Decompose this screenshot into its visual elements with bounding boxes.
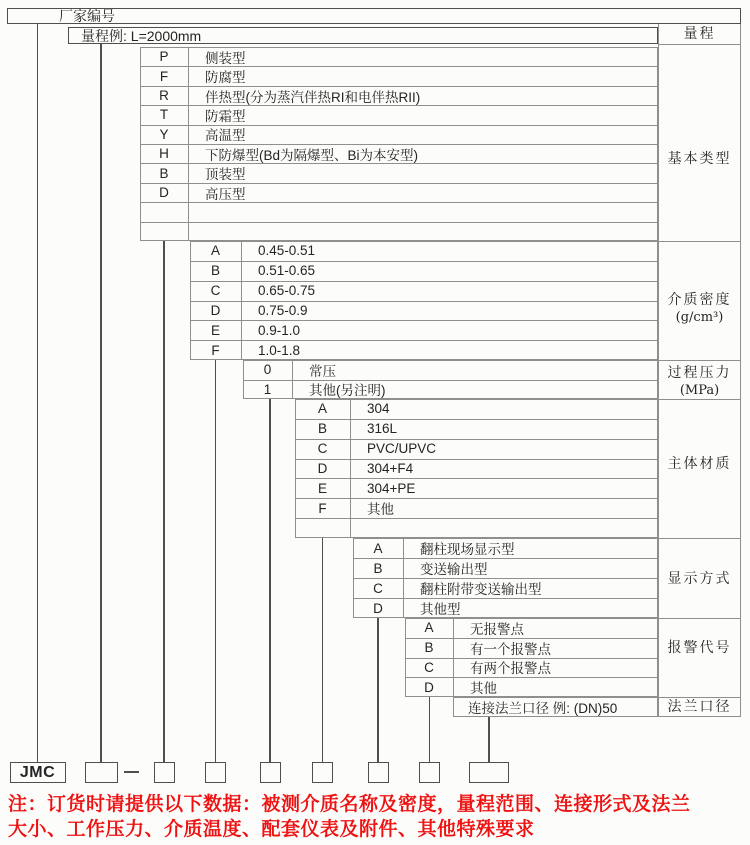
side-label-body-material (659, 394, 740, 533)
model-prefix-box: JMC (10, 762, 66, 783)
row-label-cell: 0.9-1.0 (258, 322, 301, 338)
row-label-cell: 翻柱现场显示型 (420, 542, 515, 557)
row-code-cell: D (317, 460, 328, 476)
row-label-cell: 变送输出型 (420, 562, 488, 577)
row-label-cell: 0.45-0.51 (258, 243, 316, 259)
ordering-note (8, 792, 745, 842)
row-label-cell: 无报警点 (470, 621, 524, 637)
model-code-box (469, 762, 509, 783)
row-code-cell: B (373, 560, 383, 576)
side-label-text: 报警代号 (667, 639, 732, 656)
side-label-unit: (MPa) (679, 382, 720, 398)
row-label-cell: 防霜型 (205, 108, 246, 124)
row-code-cell: C (373, 580, 383, 596)
row-label-cell: 0.51-0.65 (258, 263, 316, 279)
row-code-cell: Y (159, 126, 169, 142)
row-code-cell: B (210, 263, 220, 279)
row-label-cell: 304+F4 (367, 460, 414, 476)
row-code-cell: 1 (263, 381, 272, 397)
row-code-cell: F (211, 342, 220, 358)
side-cell-divider (658, 360, 741, 361)
model-code-box (368, 762, 389, 783)
row-code-cell: D (373, 600, 383, 616)
connector-line (100, 44, 102, 762)
row-label-cell: 常压 (309, 363, 336, 379)
row-code-cell: A (317, 401, 327, 417)
row-label-cell: 有两个报警点 (470, 661, 551, 677)
connector-line (377, 618, 379, 762)
row-label-cell: 其他(另注明) (309, 383, 386, 399)
row-label-cell: 1.0-1.8 (258, 342, 301, 358)
row-label-cell: 伴热型(分为蒸汽伴热RI和电伴热RII) (205, 89, 421, 105)
row-code-cell: E (317, 480, 327, 496)
row-code-cell: C (317, 441, 328, 457)
side-label-text: 介质密度 (667, 291, 732, 308)
row-label-cell: 304+PE (367, 480, 416, 496)
row-code-cell: A (210, 243, 220, 259)
row-label-cell: 顶装型 (205, 167, 246, 183)
side-label-text: 量程 (683, 26, 716, 42)
row-label-cell: 304 (367, 401, 390, 417)
row-label-cell: 连接法兰口径 例: (DN)50 (468, 701, 618, 716)
connector-line (163, 241, 165, 762)
row-code-cell: A (424, 620, 434, 636)
side-label-text: 法兰口径 (667, 699, 732, 715)
range-example-row: 量程例: L=2000mm (68, 27, 658, 44)
row-code-cell: B (159, 165, 169, 181)
row-label-cell: 其他 (367, 502, 394, 518)
row-code-cell: D (424, 679, 434, 695)
model-code-box (205, 762, 226, 783)
row-divider (140, 222, 658, 223)
connector-line (37, 24, 39, 762)
side-label-basic-type (659, 60, 740, 257)
model-code-box (312, 762, 333, 783)
side-label-text: 基本类型 (667, 150, 732, 167)
model-code-box (260, 762, 281, 783)
side-label-alarm-code (659, 608, 740, 687)
row-label-cell: 其他型 (420, 602, 461, 617)
row-code-cell: B (317, 421, 327, 437)
side-label-display-mode (659, 539, 740, 619)
row-code-cell: C (424, 659, 434, 675)
row-label-cell: 0.65-0.75 (258, 283, 316, 299)
row-label-cell: 下防爆型(Bd为隔爆型、Bi为本安型) (205, 147, 419, 163)
model-code-box (154, 762, 175, 783)
row-code-cell: R (159, 87, 169, 103)
row-label-cell: 侧装型 (205, 50, 246, 66)
side-label-flange-size (659, 697, 740, 717)
side-label-range (659, 24, 740, 44)
row-code-cell: D (210, 302, 221, 318)
row-code-cell: T (159, 107, 169, 123)
ordering-note-line: 大小、工作压力、介质温度、配套仪表及附件、其他特殊要求 (8, 819, 535, 840)
row-label-cell: 有一个报警点 (470, 641, 551, 657)
side-column-right-edge (740, 24, 741, 717)
model-code-box (419, 762, 440, 783)
side-label-text: 过程压力 (667, 364, 732, 381)
row-code-cell: P (159, 49, 169, 65)
side-label-text: 显示方式 (667, 571, 732, 587)
row-code-cell: D (159, 184, 169, 200)
side-cell-divider (658, 44, 741, 45)
row-label-cell: 316L (367, 421, 398, 437)
row-code-cell: H (159, 146, 169, 162)
row-label-cell: 其他 (470, 681, 497, 697)
row-code-cell: C (210, 283, 221, 299)
connector-line (429, 697, 431, 762)
row-code-cell: F (318, 500, 327, 516)
row-code-cell: B (424, 640, 434, 656)
connector-line (269, 399, 271, 762)
row-divider (295, 518, 658, 519)
row-label-cell: 0.75-0.9 (258, 302, 308, 318)
row-code-cell: F (159, 68, 169, 84)
row-label-cell: PVC/UPVC (367, 441, 437, 457)
row-label-cell: 翻柱附带变送输出型 (420, 582, 542, 597)
manufacturer-code-row: 厂家编号 (7, 8, 741, 24)
ordering-note-line: 注：订货时请提供以下数据：被测介质名称及密度，量程范围、连接形式及法兰 (8, 794, 691, 815)
side-label-unit: (g/cm³) (675, 309, 724, 325)
row-label-cell: 防腐型 (205, 70, 246, 86)
row-code-cell: E (210, 322, 220, 338)
side-label-medium-density (659, 249, 740, 368)
model-code-separator (124, 771, 139, 773)
side-cell-divider (658, 241, 741, 242)
row-code-cell: 0 (263, 362, 272, 378)
side-label-text: 主体材质 (667, 455, 732, 472)
row-label-cell: 高压型 (205, 186, 246, 202)
row-label-cell: 高温型 (205, 128, 246, 144)
model-code-box (85, 762, 118, 783)
row-divider (140, 202, 658, 203)
connector-line (322, 538, 324, 762)
row-code-cell: A (373, 540, 383, 556)
connector-line (215, 360, 217, 762)
connector-line (488, 717, 490, 762)
